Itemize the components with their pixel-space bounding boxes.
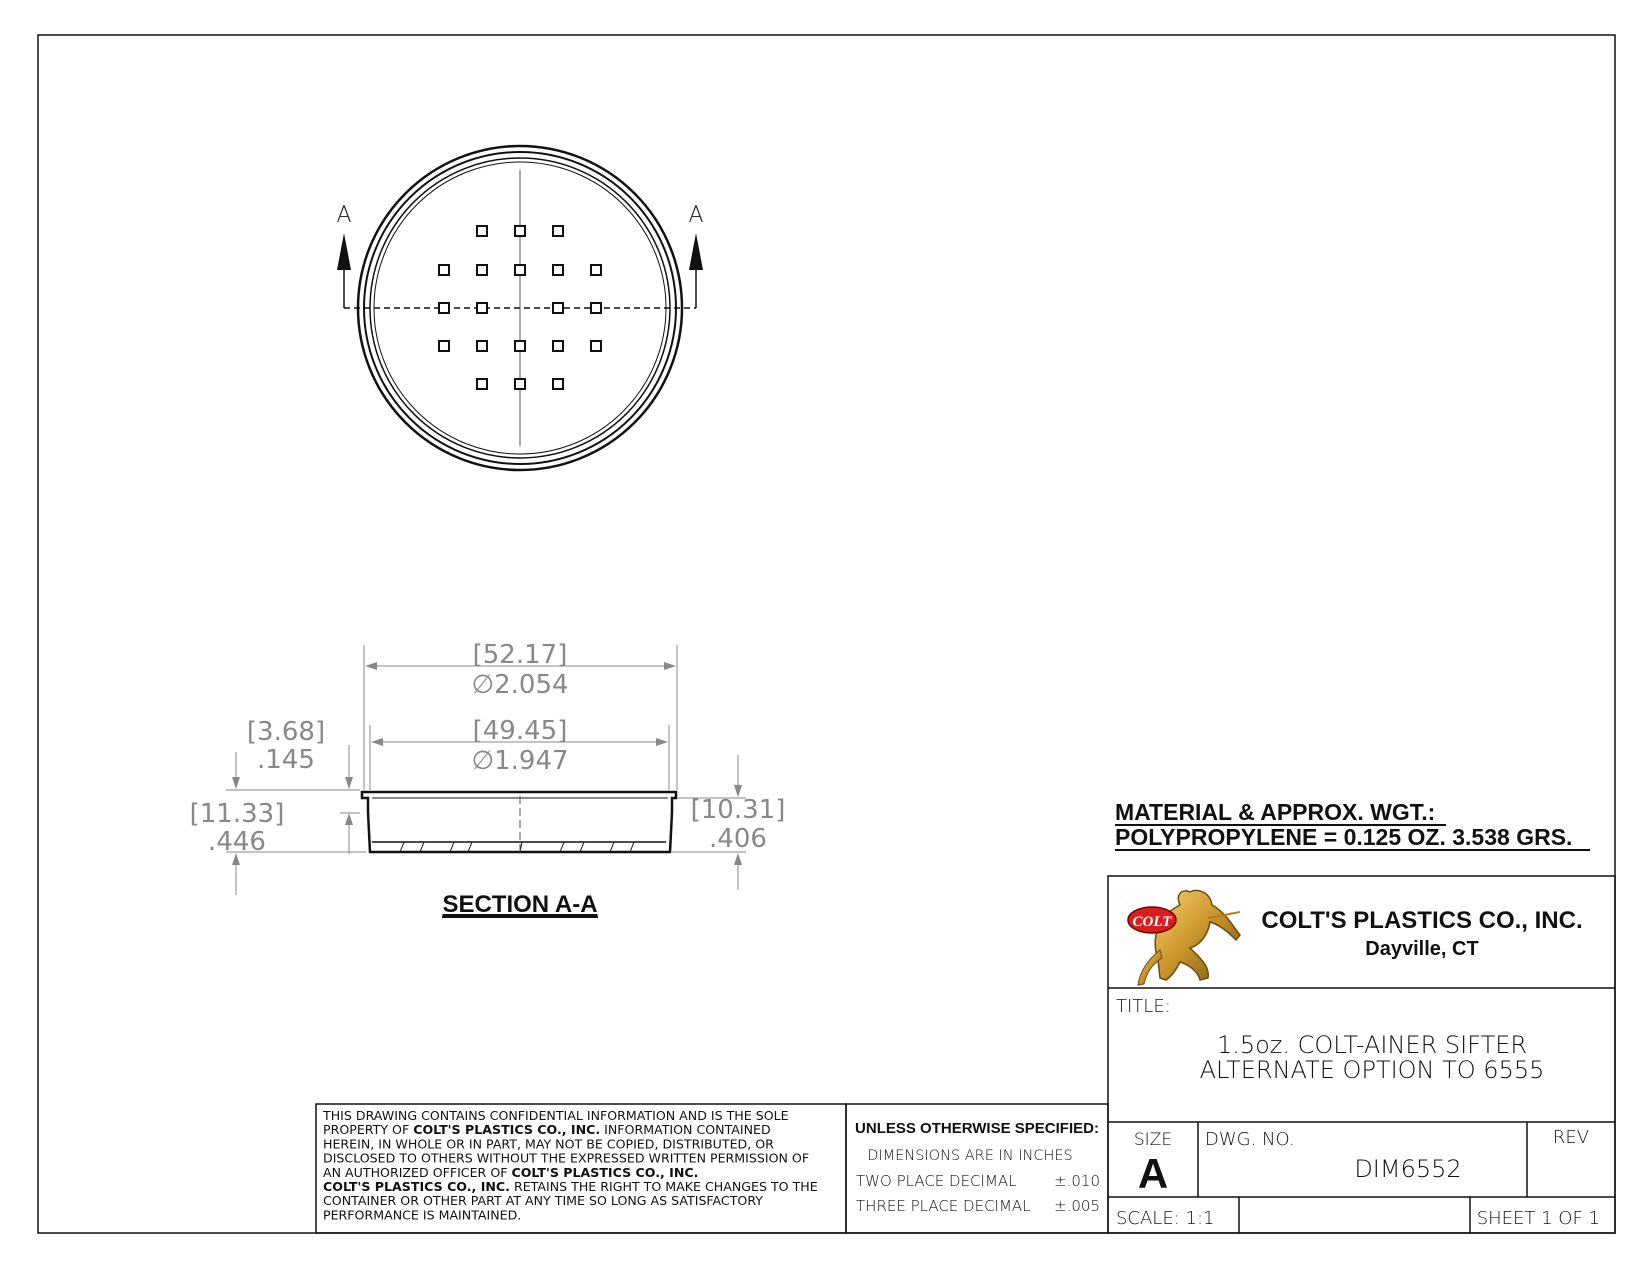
three-place-label: THREE PLACE DECIMAL xyxy=(856,1197,1031,1215)
sifter-hole xyxy=(477,303,487,313)
section-marker-left: A xyxy=(336,203,352,228)
sifter-hole xyxy=(477,341,487,351)
sifter-hole xyxy=(515,265,525,275)
confidentiality-notice xyxy=(322,1108,818,1222)
drawing-title-line2: ALTERNATE OPTION TO 6555 xyxy=(1199,1056,1545,1084)
sifter-hole xyxy=(553,379,563,389)
scale: SCALE: 1:1 xyxy=(1116,1208,1215,1229)
sifter-hole xyxy=(515,226,525,236)
height-mm: [11.33] xyxy=(189,799,285,829)
sifter-hole xyxy=(439,265,449,275)
notice-line: CONTAINER OR OTHER PART AT ANY TIME SO LONG AS SATISFACTORY xyxy=(323,1193,763,1209)
section-arrow-left xyxy=(337,233,351,270)
material-note xyxy=(1115,799,1590,850)
sifter-hole xyxy=(591,303,601,313)
sifter-hole xyxy=(553,265,563,275)
height-in: .446 xyxy=(208,827,266,857)
three-place-value: ±.005 xyxy=(1054,1197,1100,1215)
sifter-hole xyxy=(515,379,525,389)
size-label: SIZE xyxy=(1133,1130,1173,1150)
sifter-hole xyxy=(553,303,563,313)
section-marker-right: A xyxy=(688,203,704,228)
notice-line: HEREIN, IN WHOLE OR IN PART, MAY NOT BE COPIED, DISTRIBUTED, OR xyxy=(323,1136,774,1152)
lip-mm: [3.68] xyxy=(246,717,326,747)
outer-dia-mm: [52.17] xyxy=(472,640,568,670)
sifter-hole xyxy=(553,341,563,351)
drawing-title-line1: 1.5oz. COLT-AINER SIFTER xyxy=(1216,1031,1528,1059)
depth-mm: [10.31] xyxy=(690,795,786,825)
notice-line: THIS DRAWING CONTAINS CONFIDENTIAL INFORMATION AND IS THE SOLE xyxy=(323,1108,789,1123)
size-value: A xyxy=(1137,1150,1169,1197)
dwg-number: DIM6552 xyxy=(1354,1155,1462,1183)
dwg-label: DWG. NO. xyxy=(1205,1129,1295,1150)
sifter-hole xyxy=(591,265,601,275)
sifter-hole xyxy=(477,226,487,236)
sheet-count: SHEET 1 OF 1 xyxy=(1476,1208,1600,1229)
outer-dia-in: ∅2.054 xyxy=(471,670,569,700)
two-place-value: ±.010 xyxy=(1054,1172,1100,1190)
sifter-hole xyxy=(477,265,487,275)
notice-line: COLT'S PLASTICS CO., INC. RETAINS THE RIGHT TO MAKE CHANGES TO THE xyxy=(323,1179,818,1194)
company-name: COLT'S PLASTICS CO., INC. xyxy=(1261,907,1583,934)
section-label: SECTION A-A xyxy=(442,891,598,918)
depth-in: .406 xyxy=(709,824,767,854)
sifter-hole xyxy=(439,341,449,351)
title-label: TITLE: xyxy=(1116,996,1171,1017)
inner-dia-mm: [49.45] xyxy=(472,716,568,746)
material-value: POLYPROPYLENE = 0.125 OZ. 3.538 GRS. xyxy=(1115,824,1573,850)
sifter-hole xyxy=(477,379,487,389)
logo-text: COLT xyxy=(1132,914,1172,930)
top-view xyxy=(336,146,703,470)
notice-line: AN AUTHORIZED OFFICER OF COLT'S PLASTICS CO., INC. xyxy=(323,1164,699,1180)
notice-line: PROPERTY OF COLT'S PLASTICS CO., INC. INFORMATION CONTAINED xyxy=(323,1122,771,1138)
tolerance-heading: UNLESS OTHERWISE SPECIFIED: xyxy=(855,1120,1099,1137)
inner-dia-in: ∅1.947 xyxy=(471,746,569,776)
rev-label: REV xyxy=(1552,1127,1590,1148)
two-place-label: TWO PLACE DECIMAL xyxy=(856,1172,1017,1190)
notice-line: PERFORMANCE IS MAINTAINED. xyxy=(323,1207,522,1223)
company-logo xyxy=(1128,891,1240,985)
section-arrow-right xyxy=(689,233,703,270)
sifter-hole xyxy=(591,341,601,351)
sifter-hole xyxy=(553,226,563,236)
lip-in: .145 xyxy=(257,745,315,775)
sifter-hole xyxy=(439,303,449,313)
tolerance-units: DIMENSIONS ARE IN INCHES xyxy=(867,1148,1073,1164)
company-location: Dayville, CT xyxy=(1365,938,1479,960)
material-heading: MATERIAL & APPROX. WGT.: xyxy=(1115,799,1436,825)
section-view xyxy=(190,640,786,918)
sifter-hole xyxy=(515,341,525,351)
notice-line: DISCLOSED TO OTHERS WITHOUT THE EXPRESSED WRITTEN PERMISSION OF xyxy=(323,1150,810,1166)
